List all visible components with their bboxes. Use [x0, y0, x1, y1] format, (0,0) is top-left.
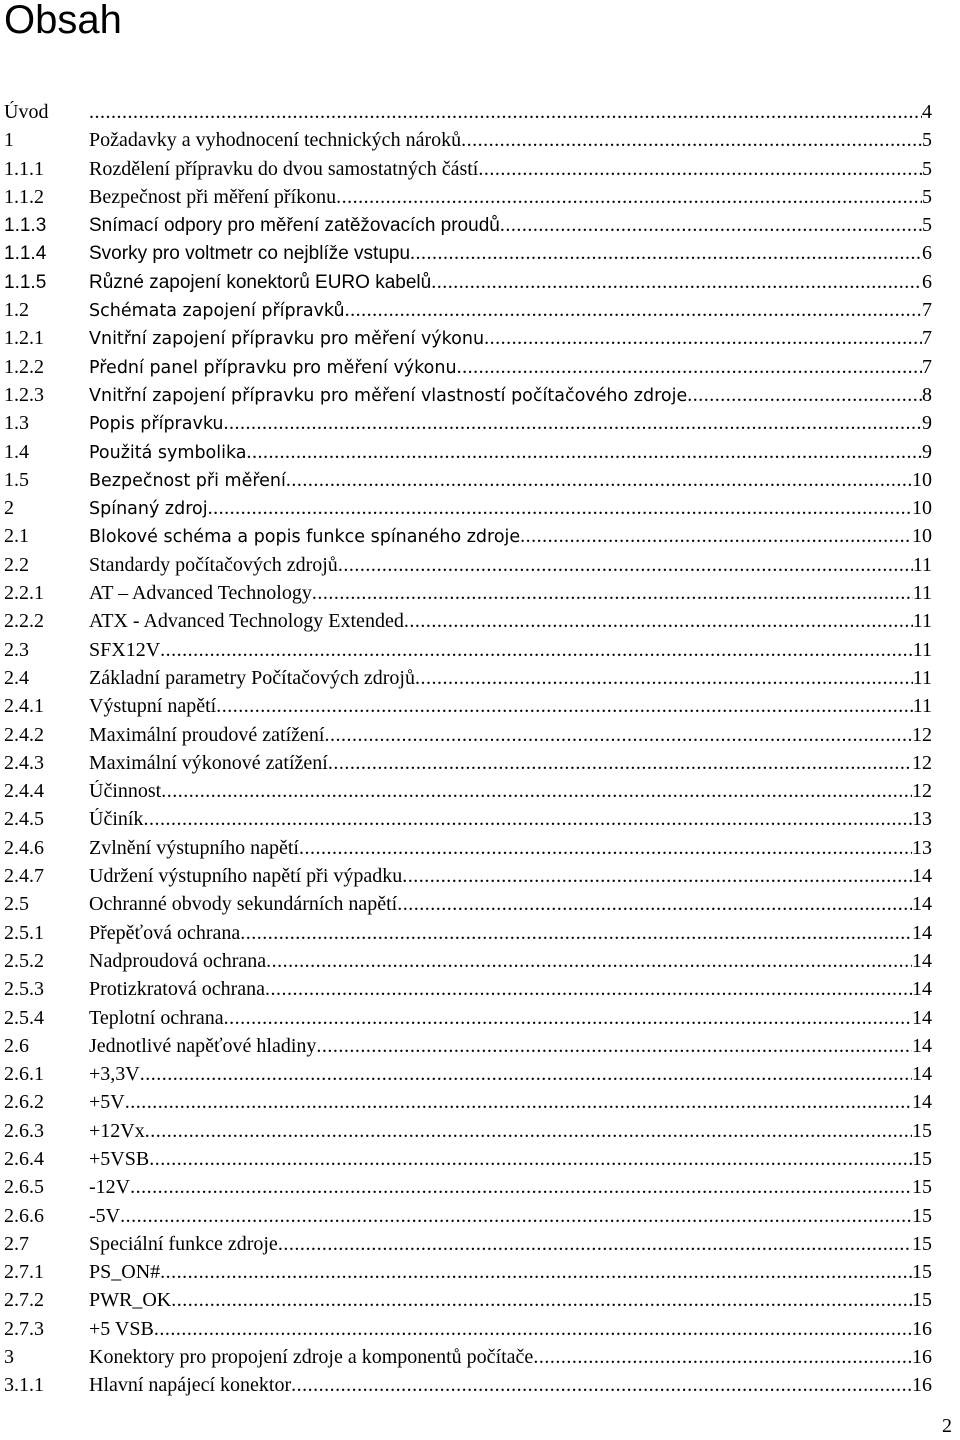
toc-entry-title: Nadproudová ochrana [89, 949, 267, 972]
toc-entry[interactable] [4, 214, 932, 242]
toc-entry-title: Přepěťová ochrana [89, 921, 241, 944]
toc-entry[interactable] [4, 610, 932, 638]
toc-dot-leader [404, 610, 913, 633]
toc-entry-page: 10 [912, 525, 932, 548]
toc-entry-number: 2.1 [4, 525, 29, 548]
toc-entry-title: +5 VSB [89, 1317, 154, 1340]
toc-entry-number: 1.4 [4, 440, 29, 463]
toc-dot-leader [125, 1091, 912, 1114]
toc-dot-leader [216, 695, 913, 718]
toc-entry-page: 15 [912, 1119, 932, 1142]
toc-entry-page: 9 [922, 440, 932, 463]
toc-entry-title: Jednotlivé napěťové hladiny [89, 1034, 317, 1057]
toc-entry-page: 7 [922, 299, 932, 322]
toc-entry-title: Teplotní ochrana [89, 1006, 224, 1029]
toc-entry-title: Požadavky a vyhodnocení technických nároků [89, 129, 462, 152]
toc-entry-number: 3.1.1 [4, 1374, 44, 1397]
toc-entry-page: 6 [922, 242, 932, 265]
toc-entry-title: +5VSB [89, 1147, 150, 1170]
toc-dot-leader [345, 299, 922, 322]
toc-entry-number: 2.5.1 [4, 921, 44, 944]
toc-entry-page: 8 [922, 383, 932, 406]
toc-dot-leader [402, 865, 912, 888]
toc-entry-page: 11 [912, 638, 932, 661]
toc-dot-leader [224, 1007, 912, 1030]
toc-entry[interactable] [4, 752, 932, 780]
toc-entry-number: 1.2.1 [4, 327, 44, 350]
toc-entry-number: 2.5.2 [4, 949, 44, 972]
table-of-contents [4, 101, 932, 1403]
toc-entry-page: 5 [922, 129, 932, 152]
toc-entry-number: 2.6.1 [4, 1063, 44, 1086]
toc-dot-leader [431, 271, 922, 294]
toc-entry-number: 2.4.7 [4, 865, 44, 888]
toc-entry-number: 1.1.3 [4, 215, 47, 237]
toc-entry-title: Udržení výstupního napětí při výpadku [89, 865, 403, 888]
toc-entry-page: 14 [912, 1091, 932, 1114]
toc-entry-title: Speciální funkce zdroje [89, 1232, 278, 1255]
toc-entry-number: 2.4.4 [4, 780, 44, 803]
toc-dot-leader [240, 922, 912, 945]
toc-entry-title: Konektory pro propojení zdroje a komponentů počítače [89, 1346, 534, 1369]
toc-entry-title: Bezpečnost při měření příkonu [89, 185, 337, 208]
toc-entry-number: Úvod [4, 101, 49, 123]
toc-dot-leader [224, 412, 922, 435]
toc-entry-title: Různé zapojení konektorů EURO kabelů [89, 271, 432, 293]
toc-entry-title: Základní parametry Počítačových zdrojů [89, 666, 415, 689]
toc-entry[interactable] [4, 893, 932, 921]
toc-entry-title: Vnitřní zapojení přípravku pro měření výkonu [89, 329, 485, 350]
toc-entry-page: 13 [912, 808, 932, 831]
toc-entry[interactable] [4, 1063, 932, 1091]
toc-dot-leader [461, 129, 922, 152]
toc-entry-title: Výstupní napětí [89, 695, 217, 718]
toc-entry[interactable] [4, 1205, 932, 1233]
toc-entry-number: 2.6.4 [4, 1147, 44, 1170]
toc-dot-leader [299, 837, 912, 860]
toc-entry-page: 14 [912, 949, 932, 972]
toc-dot-leader [278, 1233, 912, 1256]
toc-entry[interactable] [4, 695, 932, 723]
toc-entry-page: 4 [922, 101, 932, 123]
toc-dot-leader [143, 808, 912, 831]
toc-entry-page: 14 [912, 893, 932, 916]
toc-entry[interactable] [4, 525, 932, 553]
toc-entry[interactable] [4, 299, 932, 327]
toc-entry-title: Protizkratová ochrana [89, 978, 266, 1001]
toc-entry[interactable] [4, 667, 932, 695]
toc-entry-page: 11 [912, 695, 932, 718]
toc-entry-number: 1 [4, 129, 14, 152]
toc-dot-leader [120, 1205, 912, 1228]
toc-entry-page: 15 [912, 1176, 932, 1199]
toc-entry-title: Standardy počítačových zdrojů [89, 553, 338, 576]
toc-entry-number: 2.2 [4, 553, 29, 576]
toc-entry-title: AT – Advanced Technology [89, 582, 312, 605]
toc-dot-leader [316, 1035, 912, 1058]
toc-entry-number: 2.6.6 [4, 1204, 44, 1227]
toc-entry-page: 14 [912, 1006, 932, 1029]
toc-entry-number: 2.6.2 [4, 1091, 44, 1114]
toc-entry-page: 14 [912, 1034, 932, 1057]
toc-entry-page: 15 [912, 1147, 932, 1170]
toc-entry-page: 16 [912, 1346, 932, 1369]
toc-dot-leader [687, 384, 922, 407]
toc-entry[interactable] [4, 1120, 932, 1148]
toc-entry-title: Popis přípravku [89, 414, 224, 435]
toc-entry-number: 1.3 [4, 412, 29, 435]
toc-entry-page: 13 [912, 836, 932, 859]
toc-entry-title: -12V [89, 1176, 131, 1199]
toc-entry[interactable] [4, 1374, 932, 1402]
toc-dot-leader [161, 780, 912, 803]
page-title: Obsah [4, 0, 122, 42]
toc-entry-page: 11 [912, 553, 932, 576]
toc-entry[interactable] [4, 978, 932, 1006]
toc-entry-number: 2.4.1 [4, 695, 44, 718]
toc-entry[interactable] [4, 922, 932, 950]
toc-entry-page: 14 [912, 1063, 932, 1086]
toc-entry-number: 1.2.2 [4, 355, 44, 378]
toc-entry[interactable] [4, 158, 932, 186]
toc-entry-number: 1.2 [4, 299, 29, 322]
toc-dot-leader [265, 978, 912, 1001]
toc-dot-leader [328, 752, 912, 775]
toc-dot-leader [130, 1176, 912, 1199]
toc-entry-page: 7 [922, 355, 932, 378]
toc-entry-title: PS_ON# [89, 1261, 161, 1284]
toc-entry-page: 15 [912, 1261, 932, 1284]
toc-dot-leader [410, 242, 922, 265]
toc-dot-leader [533, 1346, 912, 1369]
toc-entry[interactable] [4, 1318, 932, 1346]
toc-entry[interactable] [4, 497, 932, 525]
toc-entry[interactable] [4, 271, 932, 299]
toc-entry-page: 16 [912, 1317, 932, 1340]
toc-entry[interactable] [4, 950, 932, 978]
toc-entry-page: 7 [922, 327, 932, 350]
toc-entry[interactable] [4, 1176, 932, 1204]
toc-entry[interactable] [4, 1289, 932, 1317]
toc-entry[interactable] [4, 412, 932, 440]
toc-dot-leader [520, 525, 912, 548]
toc-dot-leader [89, 101, 922, 124]
toc-entry-number: 2.4.2 [4, 723, 44, 746]
toc-entry-title: Ochranné obvody sekundárních napětí [89, 893, 398, 916]
toc-entry-page: 15 [912, 1289, 932, 1312]
toc-entry[interactable] [4, 186, 932, 214]
toc-entry[interactable] [4, 384, 932, 412]
toc-dot-leader [160, 639, 913, 662]
toc-entry[interactable] [4, 639, 932, 667]
toc-entry-title: Maximální proudové zatížení [89, 723, 325, 746]
toc-entry[interactable] [4, 1007, 932, 1035]
toc-entry-page: 12 [912, 780, 932, 803]
toc-dot-leader [149, 1148, 912, 1171]
toc-entry[interactable] [4, 356, 932, 384]
toc-entry-page: 11 [912, 610, 932, 633]
toc-entry-page: 15 [912, 1232, 932, 1255]
toc-entry-title: Použitá symbolika [89, 442, 247, 463]
toc-entry[interactable] [4, 1148, 932, 1176]
toc-entry-number: 1.1.5 [4, 271, 47, 293]
toc-entry-number: 2.6 [4, 1034, 29, 1057]
toc-entry-title: +12Vx [89, 1119, 145, 1142]
toc-entry[interactable] [4, 1091, 932, 1119]
toc-entry-title: Snímací odpory pro měření zatěžovacích proudů [89, 215, 500, 237]
toc-dot-leader [415, 667, 913, 690]
toc-entry-number: 2.5.4 [4, 1006, 44, 1029]
toc-entry-number: 2 [4, 497, 14, 520]
toc-dot-leader [266, 950, 912, 973]
toc-entry-title: Účinnost [89, 780, 162, 803]
toc-entry[interactable] [4, 1346, 932, 1374]
toc-dot-leader [500, 214, 922, 237]
toc-dot-leader [338, 554, 913, 577]
toc-entry-number: 3 [4, 1346, 14, 1369]
toc-entry[interactable] [4, 129, 932, 157]
toc-dot-leader [484, 327, 922, 350]
toc-entry-title: ATX - Advanced Technology Extended [89, 610, 404, 633]
toc-entry-title: Bezpečnost při měření [89, 470, 286, 491]
toc-entry-page: 9 [922, 412, 932, 435]
toc-entry-title: +3,3V [89, 1063, 140, 1086]
toc-dot-leader [145, 1120, 912, 1143]
toc-entry-page: 6 [922, 270, 932, 293]
toc-entry-title: Zvlnění výstupního napětí [89, 836, 299, 859]
toc-dot-leader [140, 1063, 912, 1086]
toc-dot-leader [457, 356, 922, 379]
toc-entry-title: Svorky pro voltmetr co nejblíže vstupu [89, 243, 411, 265]
toc-entry-number: 2.4.3 [4, 751, 44, 774]
toc-entry-number: 1.2.3 [4, 383, 44, 406]
toc-entry-number: 2.4 [4, 666, 29, 689]
toc-entry-number: 1.1.1 [4, 157, 44, 180]
toc-entry-page: 15 [912, 1204, 932, 1227]
toc-entry-page: 14 [912, 978, 932, 1001]
toc-entry-title: +5V [89, 1091, 125, 1114]
toc-entry-number: 2.7.3 [4, 1317, 44, 1340]
toc-entry-number: 1.5 [4, 468, 29, 491]
toc-entry-number: 2.4.6 [4, 836, 44, 859]
toc-entry-number: 2.7 [4, 1232, 29, 1255]
toc-entry-title: Přední panel přípravku pro měření výkonu [89, 357, 457, 378]
toc-entry-number: 2.2.1 [4, 582, 44, 605]
toc-dot-leader [312, 582, 913, 605]
toc-entry-title: Účiník [89, 808, 144, 831]
toc-entry-number: 2.7.2 [4, 1289, 44, 1312]
page-number: 2 [942, 1415, 952, 1437]
toc-dot-leader [324, 724, 912, 747]
toc-entry-number: 2.2.2 [4, 610, 44, 633]
toc-entry-page: 14 [912, 921, 932, 944]
toc-entry[interactable] [4, 1261, 932, 1289]
toc-entry-number: 1.1.4 [4, 243, 47, 265]
toc-entry-number: 2.6.5 [4, 1176, 44, 1199]
toc-entry[interactable] [4, 1233, 932, 1261]
toc-entry[interactable] [4, 1035, 932, 1063]
toc-entry[interactable] [4, 101, 932, 129]
toc-entry-number: 1.1.2 [4, 185, 44, 208]
toc-dot-leader [208, 497, 912, 520]
toc-entry-page: 11 [912, 582, 932, 605]
toc-dot-leader [247, 441, 922, 464]
toc-entry-page: 5 [922, 185, 932, 208]
toc-entry[interactable] [4, 724, 932, 752]
toc-entry-page: 12 [912, 723, 932, 746]
toc-dot-leader [154, 1318, 912, 1341]
toc-entry-title: SFX12V [89, 638, 161, 661]
toc-entry-title: Hlavní napájecí konektor [89, 1374, 292, 1397]
toc-entry-title: Blokové schéma a popis funkce spínaného zdroje [89, 527, 521, 548]
toc-dot-leader [171, 1289, 912, 1312]
toc-entry-title: Vnitřní zapojení přípravku pro měření vlastností počítačového zdroje [89, 385, 688, 406]
toc-entry-page: 14 [912, 865, 932, 888]
toc-entry-title: PWR_OK [89, 1289, 172, 1312]
toc-entry-number: 2.3 [4, 638, 29, 661]
toc-entry-number: 2.5.3 [4, 978, 44, 1001]
toc-entry-number: 2.5 [4, 893, 29, 916]
toc-entry-number: 2.4.5 [4, 808, 44, 831]
toc-entry[interactable] [4, 780, 932, 808]
toc-entry-page: 5 [922, 214, 932, 237]
toc-entry-page: 12 [912, 751, 932, 774]
toc-dot-leader [291, 1374, 912, 1397]
toc-entry[interactable] [4, 441, 932, 469]
toc-entry[interactable] [4, 469, 932, 497]
toc-entry-page: 10 [912, 468, 932, 491]
toc-dot-leader [336, 186, 922, 209]
toc-dot-leader [286, 469, 912, 492]
toc-dot-leader [397, 893, 912, 916]
toc-entry[interactable] [4, 808, 932, 836]
toc-entry-title: Schémata zapojení přípravků [89, 301, 345, 322]
toc-entry-number: 2.7.1 [4, 1261, 44, 1284]
toc-entry[interactable] [4, 582, 932, 610]
toc-entry-number: 2.6.3 [4, 1119, 44, 1142]
toc-entry-title: Rozdělení přípravku do dvou samostatných částí [89, 157, 479, 180]
toc-dot-leader [478, 158, 922, 181]
toc-entry-page: 5 [922, 157, 932, 180]
toc-dot-leader [160, 1261, 912, 1284]
toc-entry-title: -5V [89, 1204, 121, 1227]
toc-entry-title: Spínaný zdroj [89, 499, 208, 520]
toc-entry-page: 11 [912, 666, 932, 689]
toc-entry[interactable] [4, 865, 932, 893]
toc-entry[interactable] [4, 327, 932, 355]
toc-entry-page: 16 [912, 1374, 932, 1397]
toc-entry-page: 10 [912, 497, 932, 520]
toc-entry[interactable] [4, 554, 932, 582]
toc-entry-title: Maximální výkonové zatížení [89, 751, 328, 774]
toc-entry[interactable] [4, 242, 932, 270]
toc-entry[interactable] [4, 837, 932, 865]
